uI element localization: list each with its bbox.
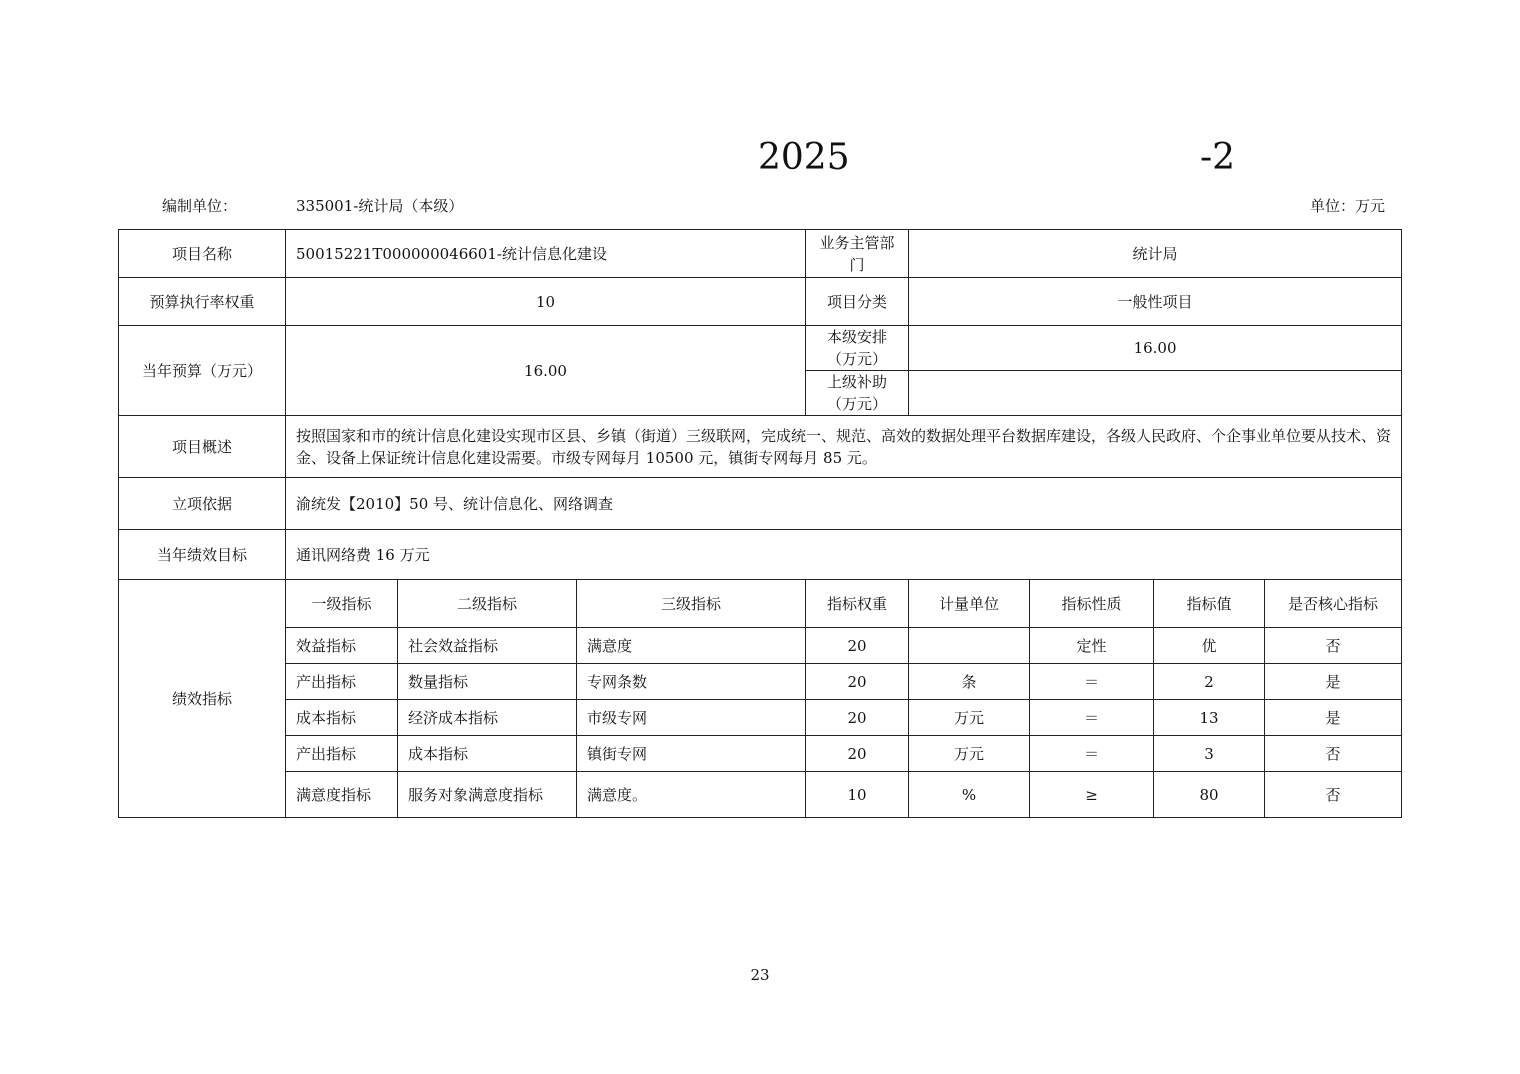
indicator-level1: 成本指标 [286, 700, 398, 736]
indicator-weight: 20 [806, 700, 909, 736]
basis-label: 立项依据 [119, 478, 286, 530]
goal-value: 通讯网络费 16 万元 [286, 530, 1402, 580]
indicator-header: 是否核心指标 [1265, 580, 1402, 628]
indicator-row [119, 664, 1402, 700]
indicator-level2: 服务对象满意度指标 [398, 772, 577, 818]
indicator-value: 优 [1154, 628, 1265, 664]
report-suffix: -2 [1200, 137, 1236, 178]
org-unit-label: 编制单位： [162, 197, 238, 215]
indicator-row [119, 772, 1402, 818]
indicator-level1: 满意度指标 [286, 772, 398, 818]
report-year: 2025 [758, 137, 850, 178]
budget-value: 16.00 [286, 326, 806, 416]
indicator-unit: 万元 [909, 736, 1030, 772]
indicator-weight: 20 [806, 628, 909, 664]
indicator-value: 2 [1154, 664, 1265, 700]
overview-label: 项目概述 [119, 416, 286, 478]
indicator-core: 是 [1265, 664, 1402, 700]
subsidy-value [909, 371, 1402, 416]
indicator-core: 否 [1265, 628, 1402, 664]
overview-value: 按照国家和市的统计信息化建设实现市区县、乡镇（街道）三级联网，完成统一、规范、高效的数据处理平台数据库建设，各级人民政府、个企事业单位要从技术、资金、设备上保证统计信息化建设需要。市级专网每月 10500 元，镇街专网每月 85 元。 [286, 416, 1402, 478]
category-value: 一般性项目 [909, 278, 1402, 326]
indicator-level2: 经济成本指标 [398, 700, 577, 736]
local-budget-value: 16.00 [909, 326, 1402, 371]
indicator-value: 80 [1154, 772, 1265, 818]
indicator-level1: 产出指标 [286, 664, 398, 700]
indicator-header: 二级指标 [398, 580, 577, 628]
org-unit-value: 335001-统计局（本级） [296, 197, 464, 215]
indicator-row [119, 700, 1402, 736]
indicator-unit: % [909, 772, 1030, 818]
indicator-header: 一级指标 [286, 580, 398, 628]
budget-label: 当年预算（万元） [119, 326, 286, 416]
indicator-core: 否 [1265, 772, 1402, 818]
indicators-label: 绩效指标 [119, 580, 286, 818]
indicator-header: 指标权重 [806, 580, 909, 628]
indicator-weight: 20 [806, 664, 909, 700]
indicator-row [119, 736, 1402, 772]
goal-label: 当年绩效目标 [119, 530, 286, 580]
indicator-core: 否 [1265, 736, 1402, 772]
indicator-weight: 20 [806, 736, 909, 772]
indicator-level2: 成本指标 [398, 736, 577, 772]
indicator-level3: 满意度 [577, 628, 806, 664]
indicator-unit: 条 [909, 664, 1030, 700]
indicator-weight: 10 [806, 772, 909, 818]
indicator-nature: ≥ [1030, 772, 1154, 818]
indicator-header: 三级指标 [577, 580, 806, 628]
subsidy-label: 上级补助（万元） [806, 371, 909, 416]
indicator-level3: 市级专网 [577, 700, 806, 736]
project-performance-table [118, 229, 1402, 818]
indicator-nature: ＝ [1030, 700, 1154, 736]
indicator-level1: 效益指标 [286, 628, 398, 664]
indicator-unit [909, 628, 1030, 664]
basis-value: 渝统发【2010】50 号、统计信息化、网络调查 [286, 478, 1402, 530]
dept-value: 统计局 [909, 230, 1402, 278]
project-name-label: 项目名称 [119, 230, 286, 278]
indicator-level2: 社会效益指标 [398, 628, 577, 664]
indicator-header: 计量单位 [909, 580, 1030, 628]
project-name-value: 50015221T000000046601-统计信息化建设 [286, 230, 806, 278]
indicator-core: 是 [1265, 700, 1402, 736]
indicator-header: 指标性质 [1030, 580, 1154, 628]
indicator-level1: 产出指标 [286, 736, 398, 772]
indicator-level3: 镇街专网 [577, 736, 806, 772]
indicator-value: 3 [1154, 736, 1265, 772]
indicator-level2: 数量指标 [398, 664, 577, 700]
category-label: 项目分类 [806, 278, 909, 326]
indicator-row [119, 628, 1402, 664]
indicator-nature: ＝ [1030, 664, 1154, 700]
indicator-value: 13 [1154, 700, 1265, 736]
indicator-level3: 专网条数 [577, 664, 806, 700]
indicator-unit: 万元 [909, 700, 1030, 736]
weight-value: 10 [286, 278, 806, 326]
indicator-nature: ＝ [1030, 736, 1154, 772]
dept-label: 业务主管部门 [806, 230, 909, 278]
indicator-header: 指标值 [1154, 580, 1265, 628]
local-budget-label: 本级安排（万元） [806, 326, 909, 371]
indicator-level3: 满意度。 [577, 772, 806, 818]
page-number: 23 [750, 966, 770, 984]
currency-unit: 单位：万元 [1310, 197, 1386, 215]
weight-label: 预算执行率权重 [119, 278, 286, 326]
indicator-nature: 定性 [1030, 628, 1154, 664]
